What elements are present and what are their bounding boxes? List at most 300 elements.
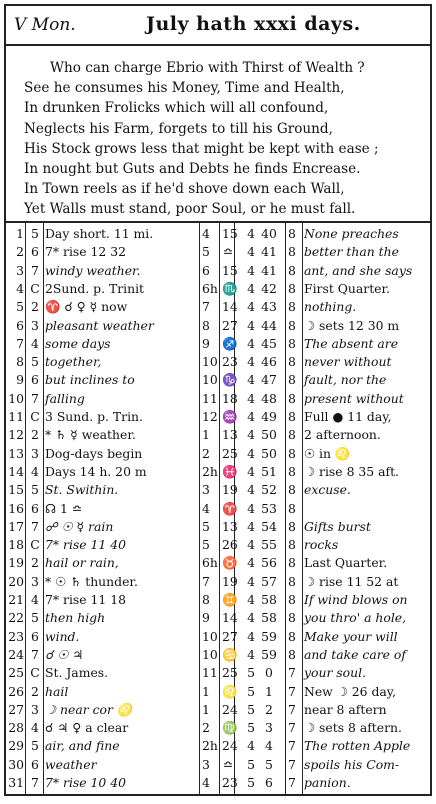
sunrise-hour: 4 — [247, 244, 255, 260]
sunrise-minute: 40 — [261, 226, 277, 241]
day-of-month: 15 — [8, 482, 24, 498]
sunrise-hour: 4 — [247, 409, 255, 424]
day-of-month: 20 — [8, 573, 24, 589]
moon-south: 10 — [202, 354, 218, 370]
moon-sign: 19 — [222, 482, 238, 498]
moon-south: 2 — [202, 445, 210, 461]
day-of-week: 7 — [31, 262, 39, 278]
day-of-month: 14 — [8, 463, 24, 479]
sunrise-hour: 4 — [247, 390, 255, 406]
sunrise-hour: 4 — [247, 500, 255, 516]
calendar-row — [6, 646, 430, 664]
calendar-row — [6, 463, 430, 481]
day-of-month: 25 — [8, 665, 24, 681]
day-of-month: 5 — [16, 299, 24, 315]
calendar-row — [6, 445, 430, 463]
moon-south: 6h — [202, 555, 218, 571]
calendar-event: ☽ near cor ♌ — [45, 701, 133, 717]
sunrise-hour: 5 — [247, 756, 255, 772]
remarks: Make your will — [304, 628, 398, 644]
moon-sign: 24 — [222, 738, 238, 754]
day-of-month: 17 — [8, 518, 24, 534]
sunset-hour: 7 — [288, 665, 296, 681]
moon-sign: 13 — [222, 518, 238, 534]
day-of-week: 4 — [31, 335, 39, 351]
day-of-week: 7 — [31, 646, 39, 662]
day-of-week: 7 — [31, 390, 39, 406]
calendar-event: but inclines to — [45, 372, 135, 388]
day-of-week: 7 — [31, 775, 39, 790]
calendar-row — [6, 225, 430, 243]
moon-south: 7 — [202, 299, 210, 315]
remarks: never without — [304, 354, 392, 370]
sunrise-hour: 4 — [247, 280, 255, 296]
calendar-event: * ☉ ♄ thunder. — [45, 573, 138, 589]
sunset-hour: 8 — [288, 427, 296, 443]
remarks: ☽ sets 12 30 m — [304, 317, 400, 333]
day-of-week: 4 — [31, 592, 39, 607]
moon-south: 5 — [202, 537, 210, 553]
sunrise-minute: 59 — [261, 628, 277, 644]
calendar-row — [6, 390, 430, 408]
calendar-row — [6, 317, 430, 335]
calendar-event: together, — [45, 354, 102, 370]
day-of-week: 2 — [31, 683, 39, 699]
sunrise-minute: 6 — [265, 775, 273, 790]
sunrise-hour: 4 — [247, 482, 255, 498]
remarks: ☉ in ♌ — [304, 445, 351, 461]
month-number: V Mon. — [14, 15, 76, 35]
verse-line: In Town reels as if he'd shove down each Wall, — [24, 181, 345, 198]
day-of-week: C — [30, 537, 40, 553]
calendar-event: 7* rise 12 32 — [45, 244, 127, 260]
sunrise-hour: 4 — [247, 317, 255, 333]
moon-south: 11 — [202, 390, 218, 406]
moon-south: 3 — [202, 482, 210, 498]
day-of-week: 6 — [31, 372, 39, 388]
moon-south: 9 — [202, 335, 210, 351]
moon-sign: 27 — [222, 628, 238, 644]
sunrise-minute: 0 — [265, 665, 273, 681]
remarks: ☽ sets 8 aftern. — [304, 720, 402, 736]
calendar-event: ☌ ☉ ♃ — [45, 646, 84, 662]
day-of-week: 5 — [31, 226, 39, 241]
day-of-month: 28 — [8, 720, 24, 736]
day-of-month: 10 — [8, 390, 24, 406]
day-of-month: 26 — [8, 683, 24, 699]
sunset-hour: 8 — [288, 463, 296, 479]
moon-south: 2h — [202, 463, 218, 479]
calendar-row — [6, 701, 430, 719]
day-of-month: 7 — [16, 335, 24, 351]
day-of-week: 3 — [31, 701, 39, 717]
calendar-event: air, and fine — [45, 738, 120, 754]
day-of-month: 12 — [8, 427, 24, 443]
day-of-month: 29 — [8, 738, 24, 754]
day-of-week: 3 — [31, 573, 39, 589]
moon-south: 1 — [202, 701, 210, 717]
moon-south: 11 — [202, 665, 218, 681]
day-of-week: 2 — [31, 555, 39, 571]
calendar-row — [6, 756, 430, 774]
sunset-hour: 8 — [288, 537, 296, 553]
sunset-hour: 8 — [288, 409, 296, 424]
day-of-week: 3 — [31, 445, 39, 461]
sunrise-minute: 43 — [261, 299, 277, 315]
day-of-week: 7 — [31, 518, 39, 534]
remarks: rocks — [304, 537, 339, 553]
remarks: fault, nor the — [304, 372, 387, 388]
day-of-week: C — [30, 280, 40, 296]
calendar-row — [6, 408, 430, 426]
calendar-row — [6, 262, 430, 280]
remarks: your soul. — [304, 665, 367, 681]
moon-south: 8 — [202, 317, 210, 333]
sunset-hour: 8 — [288, 390, 296, 406]
calendar-row — [6, 426, 430, 444]
day-of-week: 5 — [31, 738, 39, 754]
remarks: better than the — [304, 244, 399, 260]
calendar-row — [6, 774, 430, 792]
sunrise-hour: 4 — [247, 335, 255, 351]
sunset-hour: 7 — [288, 701, 296, 717]
moon-south: 5 — [202, 518, 210, 534]
moon-sign: ♋ — [222, 646, 238, 662]
verse-line: Neglects his Farm, forgets to till his Ground, — [24, 120, 333, 137]
sunrise-hour: 5 — [247, 720, 255, 736]
remarks: New ☽ 26 day, — [304, 683, 397, 699]
sunset-hour: 8 — [288, 646, 296, 662]
sunrise-hour: 4 — [247, 226, 255, 241]
sunrise-minute: 42 — [261, 280, 277, 296]
sunset-hour: 8 — [288, 280, 296, 296]
moon-sign: ♌ — [222, 683, 238, 699]
sunset-hour: 8 — [288, 262, 296, 278]
calendar-event: St. Swithin. — [45, 482, 119, 498]
day-of-week: C — [30, 665, 40, 681]
remarks: 2 afternoon. — [304, 427, 381, 443]
calendar-event: ♈ ☌ ♀ ☿ now — [45, 299, 128, 315]
sunrise-hour: 4 — [247, 537, 255, 553]
moon-sign: 19 — [222, 573, 238, 589]
day-of-month: 11 — [8, 409, 24, 424]
calendar-row — [6, 737, 430, 755]
moon-sign: 27 — [222, 317, 238, 333]
calendar-row — [6, 280, 430, 298]
sunrise-minute: 55 — [261, 537, 277, 553]
sunrise-hour: 4 — [247, 738, 255, 754]
sunrise-minute: 58 — [261, 592, 277, 607]
sunrise-hour: 4 — [247, 573, 255, 589]
calendar-row — [6, 591, 430, 609]
moon-sign: 23 — [222, 775, 238, 790]
sunrise-minute: 48 — [261, 390, 277, 406]
sunset-hour: 7 — [288, 738, 296, 754]
calendar-row — [6, 298, 430, 316]
moon-sign: ♐ — [222, 335, 238, 351]
sunrise-minute: 41 — [261, 262, 277, 278]
remarks: If wind blows on — [304, 592, 408, 607]
page-title: July hath xxxi days. — [146, 13, 361, 35]
sunrise-hour: 4 — [247, 555, 255, 571]
sunrise-hour: 5 — [247, 665, 255, 681]
moon-sign: ♒ — [222, 409, 238, 424]
calendar-row — [6, 536, 430, 554]
day-of-week: 2 — [31, 299, 39, 315]
day-of-week: 6 — [31, 756, 39, 772]
sunrise-hour: 5 — [247, 701, 255, 717]
calendar-row — [6, 243, 430, 261]
sunset-hour: 8 — [288, 628, 296, 644]
day-of-month: 31 — [8, 775, 24, 790]
sunrise-minute: 49 — [261, 409, 277, 424]
sunrise-minute: 51 — [261, 463, 277, 479]
sunrise-minute: 52 — [261, 482, 277, 498]
sunrise-minute: 47 — [261, 372, 277, 388]
day-of-month: 13 — [8, 445, 24, 461]
sunset-hour: 8 — [288, 335, 296, 351]
calendar-event: pleasant weather — [45, 317, 154, 333]
sunrise-hour: 5 — [247, 775, 255, 790]
calendar-event: falling — [45, 390, 85, 406]
moon-sign: 15 — [222, 262, 238, 278]
moon-south: 1 — [202, 427, 210, 443]
sunset-hour: 7 — [288, 720, 296, 736]
day-of-week: 6 — [31, 500, 39, 516]
moon-south: 1 — [202, 683, 210, 699]
sunrise-hour: 4 — [247, 518, 255, 534]
moon-south: 6h — [202, 280, 218, 296]
calendar-event: Dog-days begin — [45, 445, 143, 461]
sunset-hour: 8 — [288, 299, 296, 315]
calendar-row — [6, 500, 430, 518]
page-header — [6, 6, 430, 46]
almanac-page — [4, 4, 432, 796]
calendar-event: wind. — [45, 628, 80, 644]
sunrise-minute: 41 — [261, 244, 277, 260]
moon-sign: ≏ — [222, 244, 234, 260]
sunrise-minute: 1 — [265, 683, 273, 699]
calendar-row — [6, 481, 430, 499]
moon-sign: 15 — [222, 226, 238, 241]
moon-sign: ≏ — [222, 756, 234, 772]
calendar-event: 2Sund. p. Trinit — [45, 280, 145, 296]
sunrise-minute: 4 — [265, 738, 273, 754]
day-of-month: 2 — [16, 244, 24, 260]
sunset-hour: 8 — [288, 592, 296, 607]
moon-sign: 18 — [222, 390, 238, 406]
calendar-row — [6, 554, 430, 572]
moon-south: 10 — [202, 646, 218, 662]
remarks: First Quarter. — [304, 280, 391, 296]
day-of-week: 4 — [31, 463, 39, 479]
calendar-event: St. James. — [45, 665, 109, 681]
moon-south: 4 — [202, 226, 210, 241]
calendar-event: ☍ ☉ ☿ rain — [45, 518, 114, 534]
sunrise-hour: 4 — [247, 628, 255, 644]
sunrise-hour: 4 — [247, 427, 255, 443]
verse-line: Who can charge Ebrio with Thirst of Wealth ? — [50, 60, 365, 76]
moon-south: 3 — [202, 756, 210, 772]
sunrise-minute: 59 — [261, 646, 277, 662]
moon-south: 12 — [202, 409, 218, 424]
day-of-week: 2 — [31, 427, 39, 443]
calendar-row — [6, 518, 430, 536]
day-of-month: 23 — [8, 628, 24, 644]
moon-south: 10 — [202, 628, 218, 644]
remarks: None preaches — [304, 226, 399, 241]
sunrise-minute: 45 — [261, 335, 277, 351]
sunset-hour: 8 — [288, 555, 296, 571]
sunrise-minute: 57 — [261, 573, 277, 589]
calendar-row — [6, 628, 430, 646]
calendar-row — [6, 573, 430, 591]
sunrise-hour: 4 — [247, 646, 255, 662]
remarks: you thro' a hole, — [304, 610, 407, 626]
sunrise-minute: 56 — [261, 555, 277, 571]
sunrise-minute: 50 — [261, 445, 277, 461]
day-of-month: 9 — [16, 372, 24, 388]
verse-line: His Stock grows less that might be kept with ease ; — [24, 140, 379, 157]
sunset-hour: 8 — [288, 500, 296, 516]
moon-sign: 24 — [222, 701, 238, 717]
remarks: ☽ rise 8 35 aft. — [304, 463, 399, 479]
sunrise-minute: 3 — [265, 720, 273, 736]
day-of-week: 5 — [31, 354, 39, 370]
day-of-month: 3 — [16, 262, 24, 278]
calendar-event: 3 Sund. p. Trin. — [45, 409, 143, 424]
calendar-row — [6, 609, 430, 627]
moon-sign: 26 — [222, 537, 238, 553]
sunrise-hour: 4 — [247, 354, 255, 370]
calendar-event: 7* rise 11 40 — [45, 537, 127, 553]
calendar-event: 7* rise 10 40 — [45, 775, 127, 790]
moon-south: 9 — [202, 610, 210, 626]
sunset-hour: 7 — [288, 683, 296, 699]
moon-sign: ♉ — [222, 555, 238, 571]
calendar-event: * ♄ ☿ weather. — [45, 427, 136, 443]
sunset-hour: 8 — [288, 354, 296, 370]
moon-sign: 23 — [222, 354, 238, 370]
sunset-hour: 8 — [288, 226, 296, 241]
remarks: nothing. — [304, 299, 357, 315]
calendar-event: hail or rain, — [45, 555, 119, 571]
calendar-event: windy weather. — [45, 262, 141, 278]
sunset-hour: 7 — [288, 775, 296, 790]
day-of-week: 5 — [31, 610, 39, 626]
day-of-month: 1 — [16, 226, 24, 241]
moon-sign: ♏ — [222, 280, 238, 296]
moon-south: 2 — [202, 720, 210, 736]
remarks: and take care of — [304, 646, 406, 662]
sunset-hour: 8 — [288, 518, 296, 534]
remarks: Full ● 11 day, — [304, 409, 392, 424]
remarks: Gifts burst — [304, 518, 371, 534]
remarks: ☽ rise 11 52 at — [304, 573, 399, 589]
calendar-event: 7* rise 11 18 — [45, 592, 127, 607]
moon-sign: 25 — [222, 665, 238, 681]
day-of-week: C — [30, 409, 40, 424]
sunrise-minute: 54 — [261, 518, 277, 534]
remarks: present without — [304, 390, 404, 406]
day-of-month: 19 — [8, 555, 24, 571]
sunrise-hour: 4 — [247, 463, 255, 479]
calendar-row — [6, 664, 430, 682]
remarks: spoils his Com- — [304, 756, 400, 772]
day-of-month: 16 — [8, 500, 24, 516]
moon-south: 6 — [202, 262, 210, 278]
calendar-event: hail — [45, 683, 69, 699]
verse-line: In drunken Frolicks which will all confound, — [24, 100, 329, 117]
moon-sign: 25 — [222, 445, 238, 461]
verse-line: Yet Walls must stand, poor Soul, or he must fall. — [24, 201, 356, 218]
day-of-month: 24 — [8, 646, 24, 662]
moon-sign: ♓ — [222, 463, 238, 479]
sunrise-minute: 46 — [261, 354, 277, 370]
sunrise-hour: 4 — [247, 610, 255, 626]
calendar-event: Days 14 h. 20 m — [45, 463, 147, 479]
sunrise-hour: 5 — [247, 683, 255, 699]
day-of-month: 27 — [8, 701, 24, 717]
day-of-week: 6 — [31, 628, 39, 644]
calendar-event: Day short. 11 mi. — [45, 226, 154, 241]
sunset-hour: 8 — [288, 573, 296, 589]
moon-south: 5 — [202, 244, 210, 260]
sunrise-hour: 4 — [247, 445, 255, 461]
calendar-row — [6, 719, 430, 737]
day-of-week: 6 — [31, 244, 39, 260]
sunset-hour: 8 — [288, 610, 296, 626]
day-of-week: 5 — [31, 482, 39, 498]
calendar-event: some days — [45, 335, 111, 351]
day-of-month: 6 — [16, 317, 24, 333]
remarks: The absent are — [304, 335, 399, 351]
calendar-event: weather — [45, 756, 97, 772]
day-of-month: 22 — [8, 610, 24, 626]
sunrise-minute: 2 — [265, 701, 273, 717]
moon-sign: 14 — [222, 299, 238, 315]
sunrise-minute: 50 — [261, 427, 277, 443]
calendar-row — [6, 683, 430, 701]
moon-south: 8 — [202, 592, 210, 607]
day-of-month: 30 — [8, 756, 24, 772]
moon-south: 7 — [202, 573, 210, 589]
sunset-hour: 8 — [288, 482, 296, 498]
sunset-hour: 8 — [288, 445, 296, 461]
calendar-row — [6, 353, 430, 371]
day-of-month: 4 — [16, 280, 24, 296]
remarks: Last Quarter. — [304, 555, 388, 571]
moon-sign: ♍ — [222, 720, 238, 736]
day-of-month: 21 — [8, 592, 24, 607]
calendar-row — [6, 371, 430, 389]
sunrise-hour: 4 — [247, 299, 255, 315]
remarks: panion. — [304, 775, 351, 790]
calendar-event: ☌ ♃ ♀ a clear — [45, 720, 129, 736]
verse-line: In nought but Guts and Debts he finds Encrease. — [24, 161, 361, 178]
remarks: near 8 aftern — [304, 701, 387, 717]
sunrise-minute: 58 — [261, 610, 277, 626]
remarks: excuse. — [304, 482, 351, 498]
sunset-hour: 8 — [288, 317, 296, 333]
moon-sign: 13 — [222, 427, 238, 443]
calendar-row — [6, 335, 430, 353]
day-of-month: 8 — [16, 354, 24, 370]
sunrise-hour: 4 — [247, 262, 255, 278]
calendar-event: ☊ 1 ≏ — [45, 500, 83, 516]
moon-sign: ♑ — [222, 372, 238, 388]
moon-sign: 14 — [222, 610, 238, 626]
